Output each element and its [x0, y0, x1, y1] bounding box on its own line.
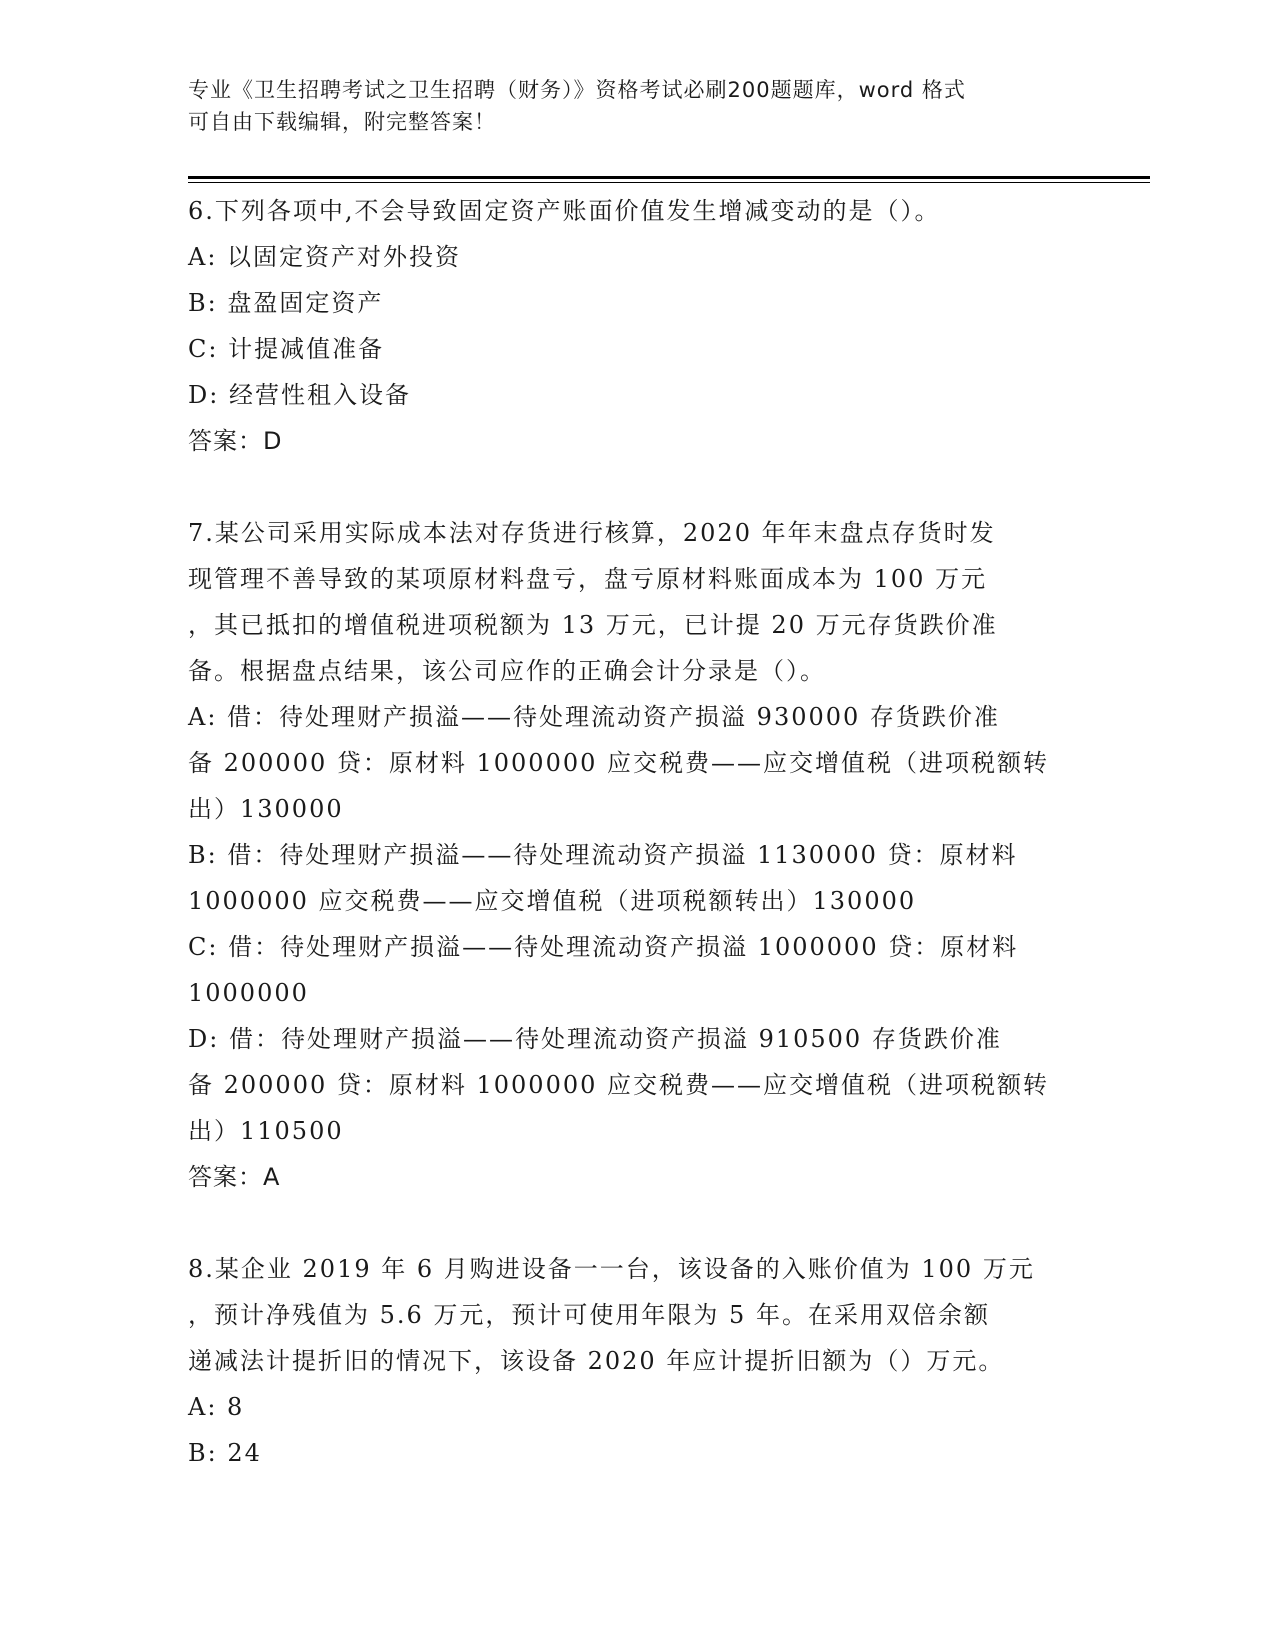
- question-7-stem-line-1: 7.某公司采用实际成本法对存货进行核算，2020 年年末盘点存货时发: [188, 519, 996, 547]
- question-7-option-c-line-2: 1000000: [188, 979, 309, 1007]
- question-list: [188, 188, 1088, 1476]
- question-7-option-a-line-3: 出）130000: [188, 795, 344, 823]
- question-7-option-a-line-2: 备 200000 贷：原材料 1000000 应交税费——应交增值税（进项税额转: [188, 749, 1050, 777]
- question-7-stem-line-3: ，其已抵扣的增值税进项税额为 13 万元，已计提 20 万元存货跌价准: [188, 611, 998, 639]
- question-8-stem-line-1: 8.某企业 2019 年 6 月购进设备一一台，该设备的入账价值为 100 万元: [188, 1255, 1035, 1283]
- question-7-option-b-line-2: 1000000 应交税费——应交增值税（进项税额转出）130000: [188, 887, 917, 915]
- question-6-answer: 答案：D: [188, 427, 283, 455]
- question-6-option-c: C: 计提减值准备: [188, 335, 385, 363]
- question-spacer: [188, 464, 1088, 510]
- header-line-2: 可自由下载编辑，附完整答案！: [188, 110, 496, 134]
- question-7: [188, 510, 1088, 1200]
- question-7-stem-line-4: 备。根据盘点结果，该公司应作的正确会计分录是（）。: [188, 657, 826, 685]
- question-6-stem: 6.下列各项中,不会导致固定资产账面价值发生增减变动的是（）。: [188, 197, 941, 225]
- header-divider-thin: [188, 182, 1150, 183]
- question-8-stem-line-2: ，预计净残值为 5.6 万元，预计可使用年限为 5 年。在采用双倍余额: [188, 1301, 990, 1329]
- question-7-option-c-line-1: C: 借：待处理财产损溢——待处理流动资产损溢 1000000 贷：原材料: [188, 933, 1019, 961]
- question-6-option-d: D: 经营性租入设备: [188, 381, 411, 409]
- question-7-stem-line-2: 现管理不善导致的某项原材料盘亏，盘亏原材料账面成本为 100 万元: [188, 565, 988, 593]
- question-7-answer: 答案：A: [188, 1163, 281, 1191]
- question-6-option-b: B: 盘盈固定资产: [188, 289, 384, 317]
- question-8-option-a: A: 8: [188, 1393, 245, 1421]
- question-8: [188, 1246, 1088, 1476]
- question-7-option-d-line-3: 出）110500: [188, 1117, 344, 1145]
- question-spacer: [188, 1200, 1088, 1246]
- question-8-stem-line-3: 递减法计提折旧的情况下，该设备 2020 年应计提折旧额为（）万元。: [188, 1347, 1005, 1375]
- question-8-option-b: B: 24: [188, 1439, 262, 1467]
- question-7-option-a-line-1: A: 借：待处理财产损溢——待处理流动资产损溢 930000 存货跌价准: [188, 703, 1000, 731]
- question-6: [188, 188, 1088, 464]
- question-7-option-b-line-1: B: 借：待处理财产损溢——待处理流动资产损溢 1130000 贷：原材料: [188, 841, 1018, 869]
- document-header: [188, 74, 1068, 138]
- question-6-option-a: A: 以固定资产对外投资: [188, 243, 462, 271]
- question-7-option-d-line-1: D: 借：待处理财产损溢——待处理流动资产损溢 910500 存货跌价准: [188, 1025, 1002, 1053]
- question-7-option-d-line-2: 备 200000 贷：原材料 1000000 应交税费——应交增值税（进项税额转: [188, 1071, 1050, 1099]
- header-line-1: 专业《卫生招聘考试之卫生招聘（财务）》资格考试必刷200题题库，word 格式: [188, 78, 966, 102]
- header-divider-thick: [188, 176, 1150, 179]
